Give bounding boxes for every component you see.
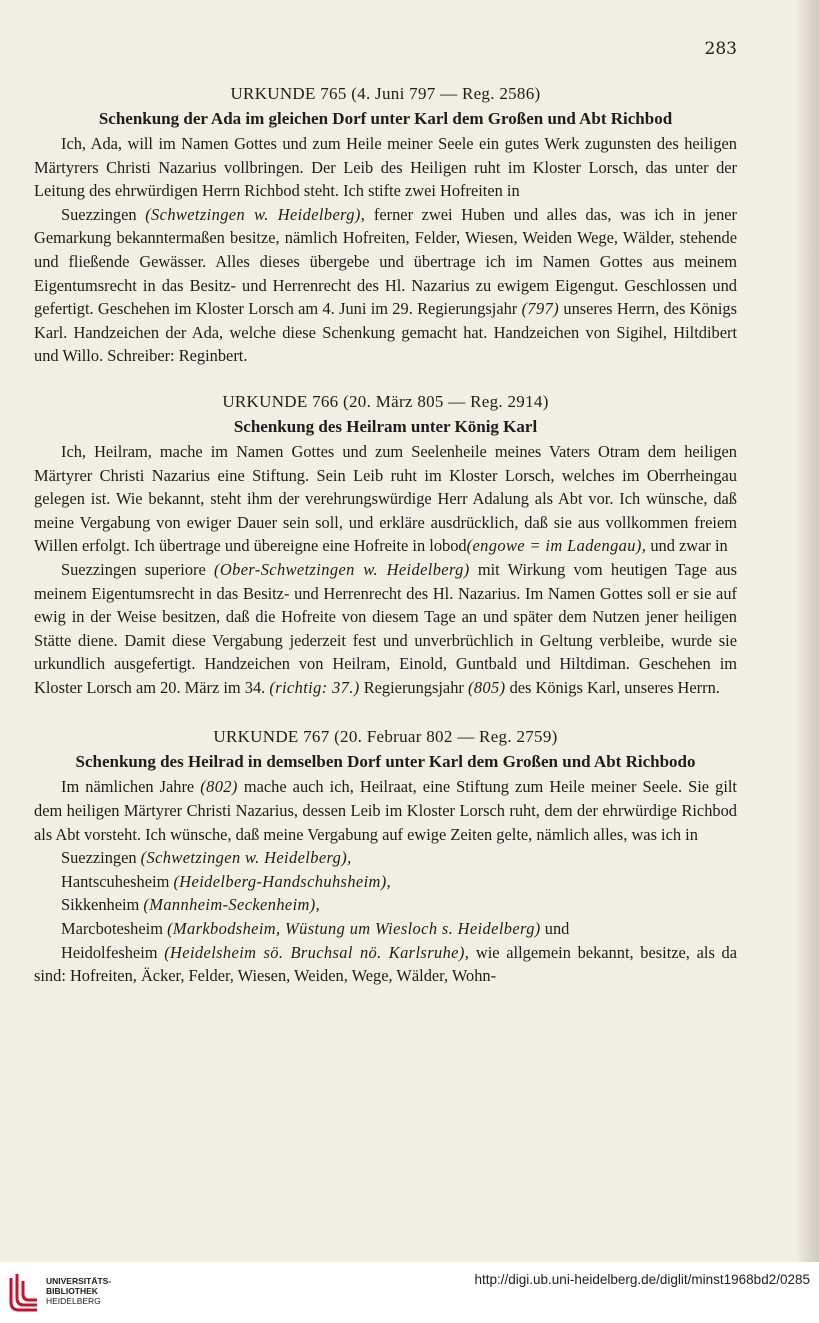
ub-heidelberg-logo-icon[interactable] (8, 1272, 40, 1314)
charter-766-paragraph-2: Suezzingen superiore (Ober-Schwetzingen w. Heidelberg) mit Wirkung vom heutigen Tage aus meinem Eigentumsrecht in das Besitz- und Herrenrecht des Hl. Nazarius. Im Namen Gottes soll er sie auf ewig in der Weise besitzen, daß die Hofreite von diesem Tage an und später dem Nutzen jener heiligen Stätte diene. Damit diese Vergabung jederzeit fest und unverbrüchlich in Geltung verbleibe, wurde sie urkundlich ausgefertigt. Handzeichen von Heilram, Einold, Guntbald und Hiltdiman. Geschehen im Kloster Lorsch am 20. März im 34. (richtig: 37.) Regierungsjahr (805) des Königs Karl, unseres Herrn. (34, 559, 738, 697)
charter-767-paragraph-2: Heidolfesheim (Heidelsheim sö. Bruchsal nö. Karlsruhe), wie allgemein bekannt, besitze, als da sind: Hofreiten, Äcker, Felder, Wiesen, Weiden, Wege, Wälder, Wohn- (34, 942, 737, 986)
place-line: Suezzingen (Schwetzingen w. Heidelberg), (61, 848, 352, 868)
charter-766-heading: URKUNDE 766 (20. März 805 — Reg. 2914) (222, 391, 549, 411)
page-edge-shadow (797, 0, 819, 1262)
viewer-footer (0, 1262, 819, 1323)
place-line: Sikkenheim (Mannheim-Seckenheim), (61, 895, 321, 915)
source-url-link[interactable]: http://digi.ub.uni-heidelberg.de/diglit/minst1968bd2/0285 (474, 1272, 810, 1287)
charter-765-paragraph-2: Suezzingen (Schwetzingen w. Heidelberg), ferner zwei Huben und alles das, was ich in jener Gemarkung bekanntermaßen besitze, nämlich Hofreiten, Felder, Wiesen, Weiden Wege, Wälder, stehende und fließende Gewässer. Alles dieses übergebe und übertrage ich im Namen Gottes aus meinem Eigentumsrecht in das Besitz- und Herrenrecht des Hl. Nazarius zu ewigem Eigengut. Geschlossen und gefertigt. Geschehen im Kloster Lorsch am 4. Juni im 29. Regierungsjahr (797) unseres Herrn, des Königs Karl. Handzeichen der Ada, welche diese Schenkung gemacht hat. Handzeichen von Sigihel, Hiltdibert und Willo. Schreiber: Reginbert. (34, 204, 738, 366)
charter-765-heading: URKUNDE 765 (4. Juni 797 — Reg. 2586) (230, 84, 541, 103)
charter-767-heading: URKUNDE 767 (20. Februar 802 — Reg. 2759) (213, 727, 558, 747)
library-name[interactable]: UNIVERSITÄTS- BIBLIOTHEK HEIDELBERG (46, 1276, 112, 1306)
charter-765-paragraph-1: Ich, Ada, will im Namen Gottes und zum Heile meiner Seele ein gutes Werk zugunsten des heiligen Märtyrers Christi Nazarius vollbringen. Der Leib des Heiligen ruht im Kloster Lorsch, das unter der Leitung des ehrwürdigen Herrn Richbod steht. Ich stifte zwei Hofreiten in (34, 134, 737, 201)
place-line: Hantscuhesheim (Heidelberg-Handschuhsheim), (61, 871, 392, 891)
charter-765-title: Schenkung der Ada im gleichen Dorf unter Karl dem Großen und Abt Richbod (98, 109, 673, 128)
charter-766-paragraph-1: Ich, Heilram, mache im Namen Gottes und zum Seelenheile meines Vaters Otram dem heiligen Märtyrer Christi Nazarius eine Stiftung. Sein Leib ruht im Kloster Lorsch, welches im Oberrheingau gelegen ist. Wie bekannt, steht ihm der verehrungswürdige Herr Adalung als Abt vor. Ich wünsche, daß meine Vergabung von ewiger Dauer sein soll, und erkläre ausdrücklich, daß sie aus vollkommen freiem Willen erfolgt. Ich übertrage und übereigne eine Hofreite in lobod(engowe = im Ladengau), und zwar in (34, 441, 737, 556)
charter-767-title: Schenkung des Heilrad in demselben Dorf unter Karl dem Großen und Abt Richbodo (75, 752, 696, 772)
charter-767-paragraph-1: Im nämlichen Jahre (802) mache auch ich, Heilraat, eine Stiftung zum Heile meiner Seele. Sie gilt dem heiligen Märtyrer Christi Nazarius, dessen Leib im Kloster Lorsch ruht, dem der ehrwürdige Richbod als Abt vorsteht. Ich wünsche, daß meine Vergabung auf ewige Zeiten gelte, nämlich alles, was ich in (34, 777, 737, 844)
page-number: 283 (704, 39, 737, 59)
charter-766-title: Schenkung des Heilram unter König Karl (233, 416, 538, 436)
place-line: Marcbotesheim (Markbodsheim, Wüstung um Wiesloch s. Heidelberg) und (61, 919, 570, 939)
page-text (34, 82, 737, 988)
